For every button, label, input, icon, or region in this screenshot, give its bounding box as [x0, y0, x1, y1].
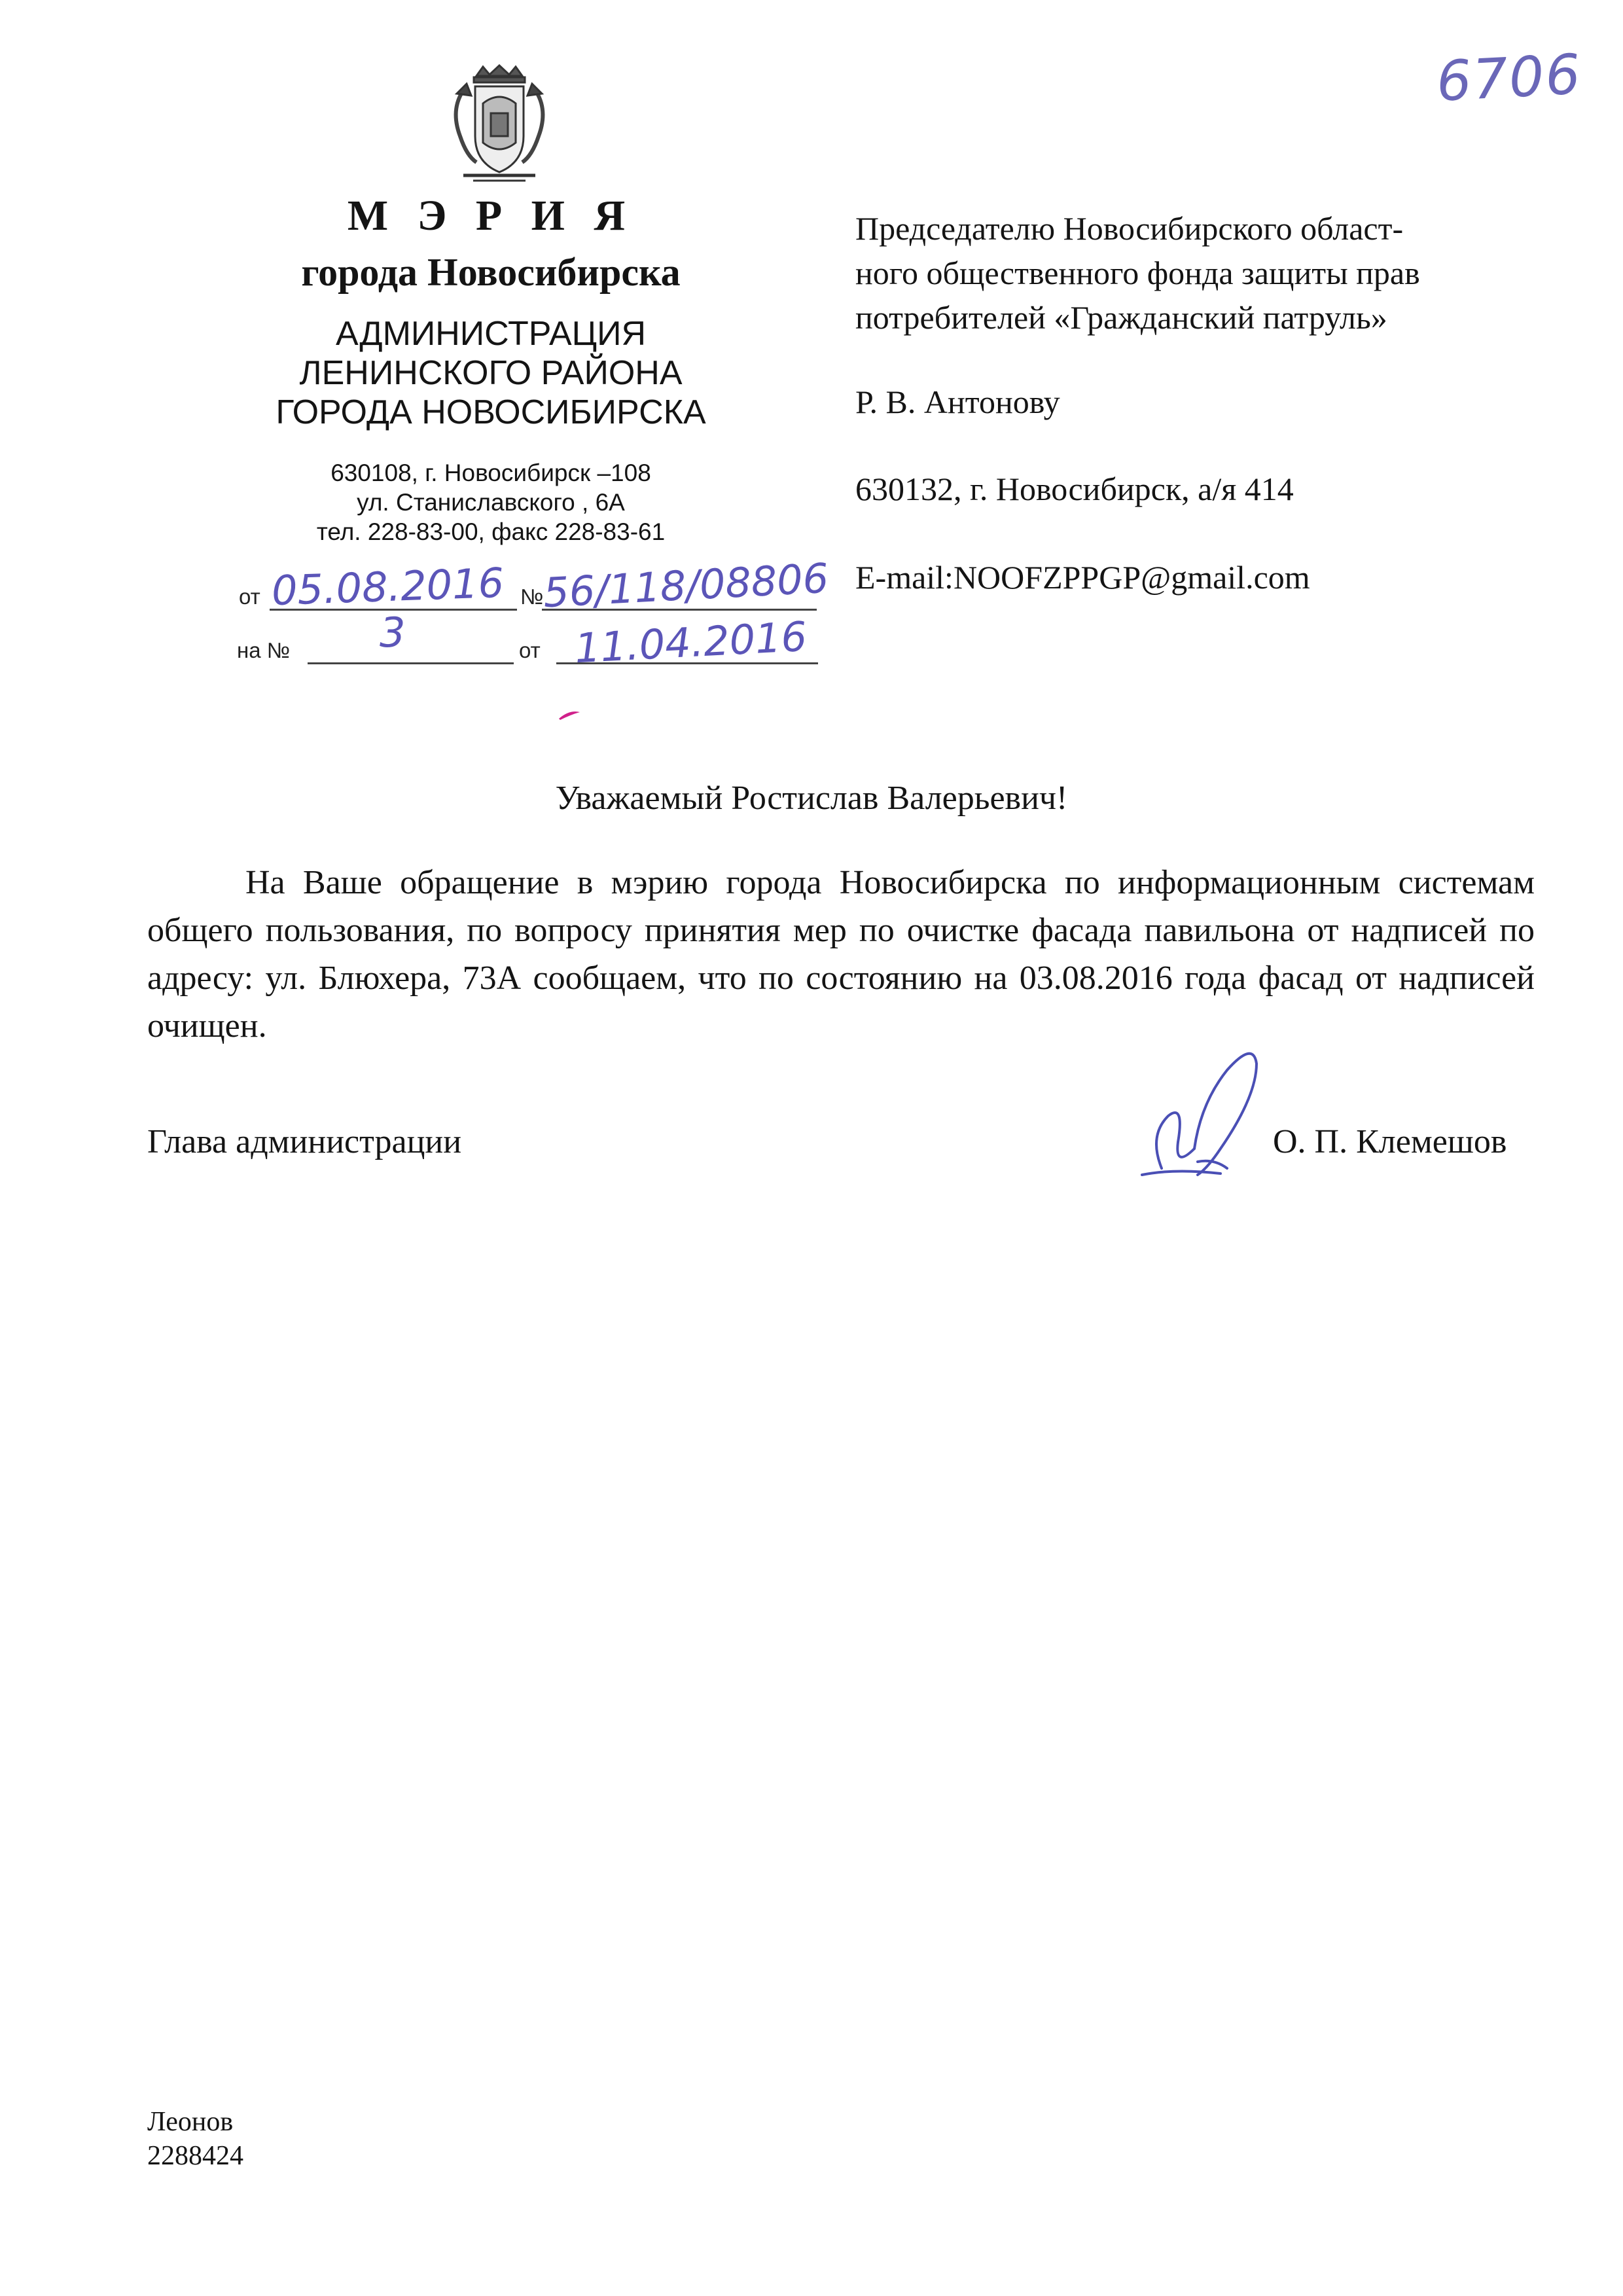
signatory-title: Глава администрации	[147, 1123, 462, 1160]
reply-number-underline	[308, 662, 514, 664]
reg-number-handwritten: 56/118/08806	[542, 554, 830, 617]
addressee-line-2: ного общественного фонда защиты прав	[855, 255, 1420, 291]
reply-number-label: на №	[237, 638, 291, 662]
sender-address-line-2: ул. Станиславского , 6А	[357, 489, 625, 516]
city-crest-icon	[437, 64, 562, 185]
ink-mark-icon	[556, 708, 582, 721]
sender-address-line-1: 630108, г. Новосибирск –108	[330, 459, 651, 486]
addressee-email: E-mail:NOOFZPPGP@gmail.com	[855, 559, 1310, 596]
executor-phone: 2288424	[147, 2141, 243, 2171]
reply-date-handwritten: 11.04.2016	[573, 612, 808, 673]
salutation: Уважаемый Ростислав Валерьевич!	[555, 780, 1068, 817]
addressee-address: 630132, г. Новосибирск, а/я 414	[855, 471, 1294, 507]
sender-dept-line-1: АДМИНИСТРАЦИЯ	[335, 315, 647, 353]
executor-name: Леонов	[147, 2107, 234, 2137]
reply-from-label: от	[519, 638, 541, 662]
addressee-name: Р. В. Антонову	[855, 384, 1060, 420]
sender-dept-line-2: ЛЕНИНСКОГО РАЙОНА	[299, 354, 683, 392]
sender-city: города Новосибирска	[301, 251, 681, 294]
reg-date-handwritten: 05.08.2016	[270, 558, 505, 615]
reply-number-handwritten: 3	[380, 609, 406, 656]
sender-department	[131, 314, 851, 432]
sender-mayoralty: М Э Р И Я	[347, 192, 635, 240]
handwritten-registration-number: 6706	[1435, 42, 1584, 114]
addressee-line-3: потребителей «Гражданский патруль»	[855, 299, 1387, 336]
sender-address-line-3: тел. 228-83-00, факс 228-83-61	[316, 518, 666, 545]
sender-dept-line-3: ГОРОДА НОВОСИБИРСКА	[276, 393, 706, 431]
handwritten-signature	[1122, 1037, 1293, 1188]
addressee-line-1: Председателю Новосибирского област-	[855, 210, 1404, 247]
sender-address	[131, 458, 851, 547]
reg-from-label: от	[239, 584, 260, 609]
letter-body: На Ваше обращение в мэрию города Новосибирска по информационным системам общего пользования, по вопросу принятия мер по очистке фасада павильона от надписей по адресу: ул. Блюхера, 73А сообщаем, что по состоянию на 03.08.2016 года фасад от надписей очищен.	[147, 864, 1535, 1045]
reg-number-label: №	[520, 584, 544, 609]
signatory-name: О. П. Клемешов	[1273, 1123, 1507, 1160]
